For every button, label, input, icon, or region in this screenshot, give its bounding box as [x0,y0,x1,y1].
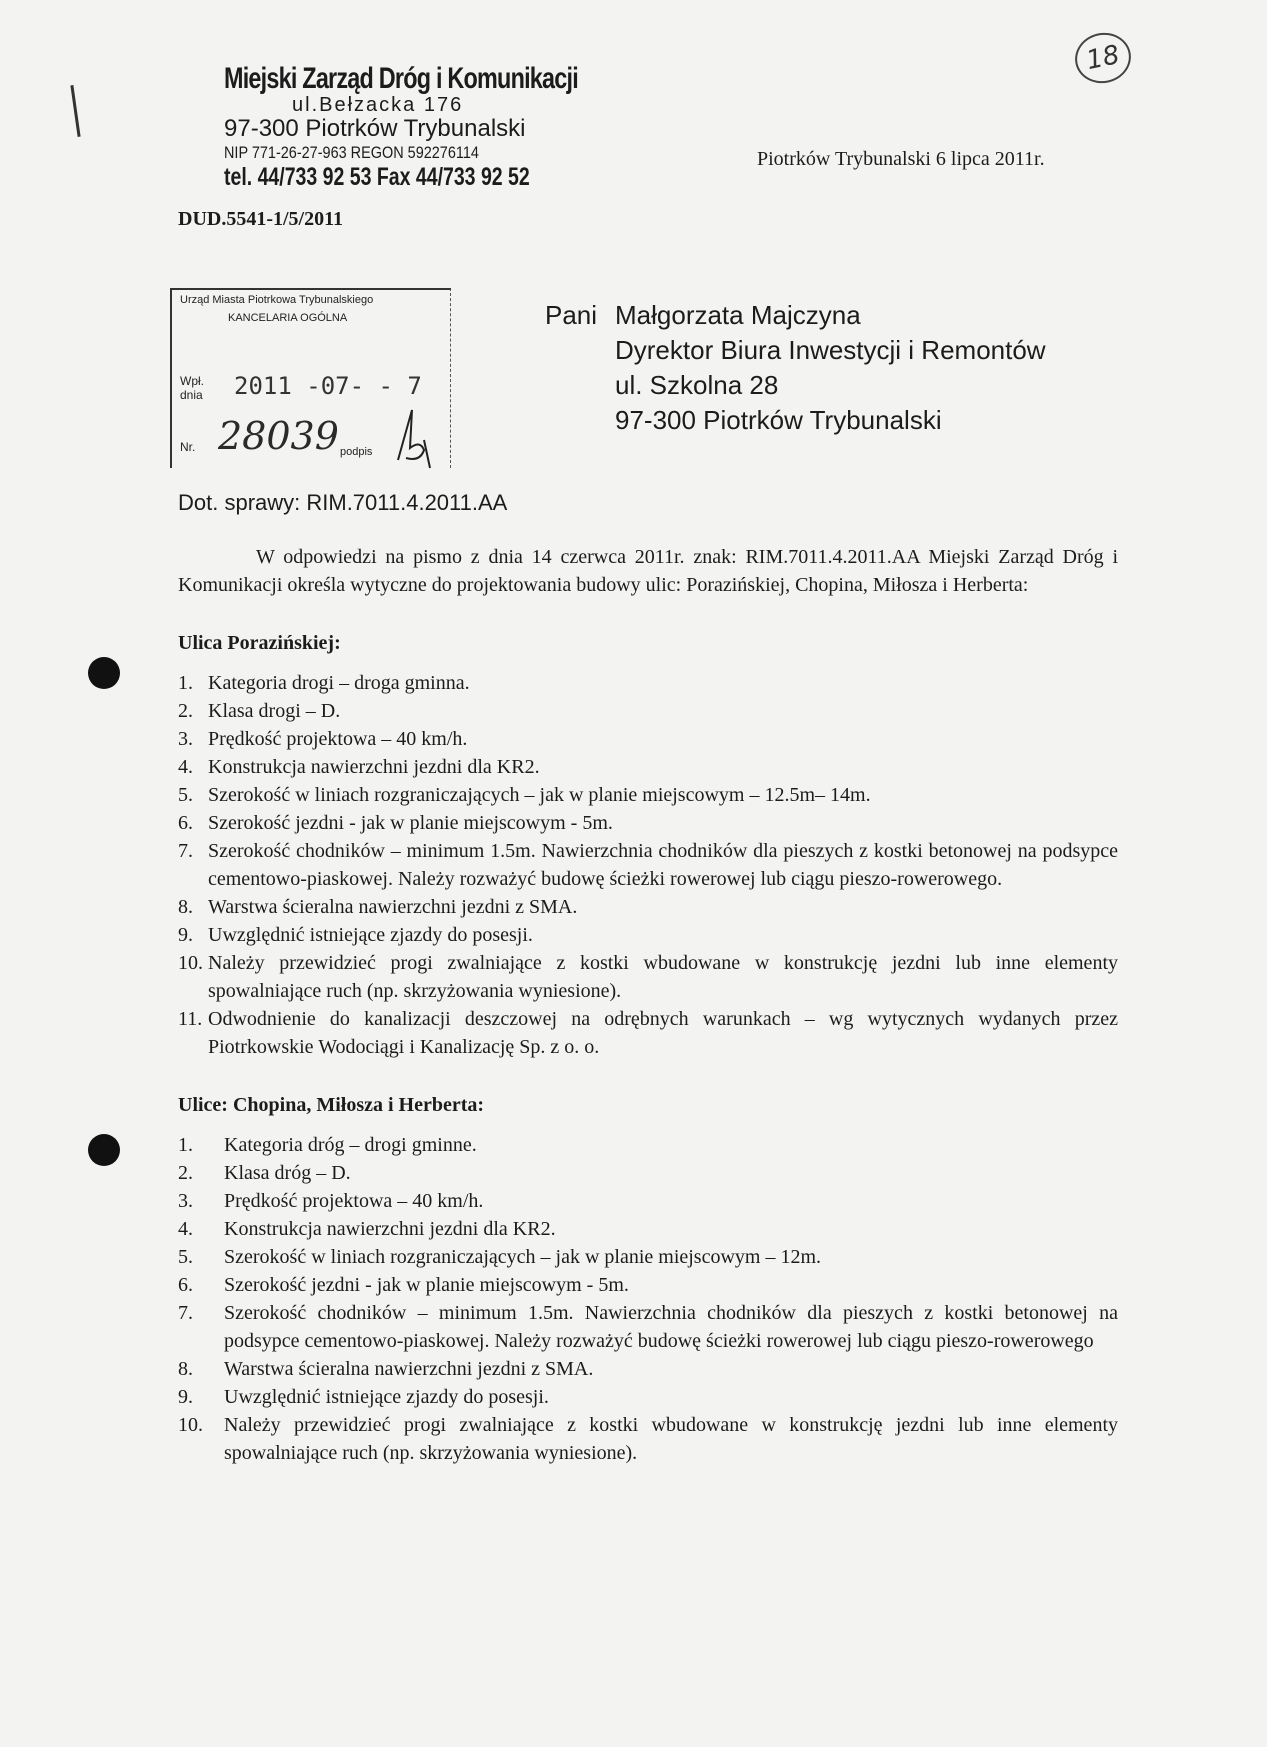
list-item [178,1383,1118,1411]
stamp-wpl-date: 2011 -07- - 7 [234,372,422,400]
scan-mark [70,85,80,137]
item-text: Należy przewidzieć progi zwalniające z kostki wbudowane w konstrukcję jezdni lub inne elementy spowalniające ruch (np. skrzyżowania wyniesione). [208,952,1118,1002]
list-item [178,669,1118,697]
sender-phone: tel. 44/733 92 53 Fax 44/733 92 52 [224,163,530,191]
item-text: Uwzględnić istniejące zjazdy do posesji. [208,924,533,946]
item-text: Klasa dróg – D. [224,1162,351,1184]
page-number: 18 [1070,28,1135,89]
list-item [178,1299,1118,1355]
list-item [178,1131,1118,1159]
stamp-nr-value: 28039 [218,414,339,458]
item-number: 10. [178,1414,203,1436]
list-item [178,837,1118,893]
item-text: Należy przewidzieć progi zwalniające z kostki wbudowane w konstrukcję jezdni lub inne elementy spowalniające ruch (np. skrzyżowania wyniesione). [224,1414,1118,1464]
item-text: Konstrukcja nawierzchni jezdni dla KR2. [208,756,540,778]
item-text: Warstwa ścieralna nawierzchni jezdni z SMA. [224,1358,594,1380]
item-number: 2. [178,1162,193,1184]
date-line: Piotrków Trybunalski 6 lipca 2011r. [757,148,1045,170]
item-number: 6. [178,812,193,834]
list-item [178,1243,1118,1271]
item-number: 8. [178,896,193,918]
case-reference: Dot. sprawy: RIM.7011.4.2011.AA [178,490,508,515]
item-number: 11. [178,1008,203,1030]
addressee-line: Dyrektor Biura Inwestycji i Remontów [615,335,1046,365]
list-item [178,1159,1118,1187]
item-text: Uwzględnić istniejące zjazdy do posesji. [224,1386,549,1408]
item-number: 9. [178,1386,193,1408]
addressee-line: 97-300 Piotrków Trybunalski [615,405,942,435]
sender-city: 97-300 Piotrków Trybunalski [224,115,526,142]
item-number: 3. [178,1190,193,1212]
item-number: 9. [178,924,193,946]
list-item [178,1215,1118,1243]
item-text: Klasa drogi – D. [208,700,341,722]
guideline-list [178,1131,1118,1467]
item-number: 7. [178,840,193,862]
list-item [178,893,1118,921]
item-number: 3. [178,728,193,750]
punch-hole [88,657,120,689]
item-number: 4. [178,1218,193,1240]
list-item [178,809,1118,837]
list-item [178,697,1118,725]
item-number: 4. [178,756,193,778]
letter-body [178,543,1118,1467]
received-stamp [170,288,451,468]
addressee-salutation: Pani [545,300,598,330]
list-item [178,921,1118,949]
item-text: Warstwa ścieralna nawierzchni jezdni z SMA. [208,896,578,918]
item-number: 10. [178,952,203,974]
list-item [178,1187,1118,1215]
list-item [178,725,1118,753]
item-text: Prędkość projektowa – 40 km/h. [208,728,468,750]
item-number: 2. [178,700,193,722]
list-item [178,753,1118,781]
intro-paragraph: W odpowiedzi na pismo z dnia 14 czerwca 2011r. znak: RIM.7011.4.2011.AA Miejski Zarząd Dróg i Komunikacji określa wytyczne do projektowania budowy ulic: Porazińskiej, Chopina, Miłosza i Herberta: [178,546,1118,596]
section-title: Ulice: Chopina, Miłosza i Herberta: [178,1094,485,1116]
list-item [178,1271,1118,1299]
stamp-podpis-label: podpis [340,446,373,458]
list-item [178,1411,1118,1467]
sender-street: ul.Bełzacka 176 [292,94,464,116]
sender-nip-regon: NIP 771-26-27-963 REGON 592276114 [224,143,479,162]
list-item [178,781,1118,809]
punch-hole [88,1134,120,1166]
item-text: Szerokość w liniach rozgraniczających – jak w planie miejscowym – 12.5m– 14m. [208,784,871,806]
item-number: 5. [178,1246,193,1268]
signature-scribble [390,400,434,470]
stamp-wpl-label: Wpł. dnia [180,374,204,402]
sender-stamp [224,62,578,192]
section-title: Ulica Porazińskiej: [178,632,341,654]
reference-number: DUD.5541-1/5/2011 [178,208,343,230]
addressee-line: Małgorzata Majczyna [615,300,861,330]
stamp-office: Urząd Miasta Piotrkowa Trybunalskiego [180,294,374,306]
item-number: 6. [178,1274,193,1296]
item-text: Kategoria dróg – drogi gminne. [224,1134,477,1156]
guideline-list [178,669,1118,1061]
item-number: 1. [178,1134,193,1156]
stamp-nr-label: Nr. [180,440,196,454]
item-number: 1. [178,672,193,694]
item-text: Szerokość jezdni - jak w planie miejscowym - 5m. [224,1274,629,1296]
stamp-department: KANCELARIA OGÓLNA [228,312,348,324]
item-text: Szerokość chodników – minimum 1.5m. Nawierzchnia chodników dla pieszych z kostki betonowej na podsypce cementowo-piaskowej. Należy rozważyć budowę ścieżki rowerowej lub ciągu pieszo-rowerowego. [208,840,1118,890]
item-text: Prędkość projektowa – 40 km/h. [224,1190,484,1212]
addressee-line: ul. Szkolna 28 [615,370,779,400]
item-text: Odwodnienie do kanalizacji deszczowej na odrębnych warunkach – wg wytycznych wydanych przez Piotrkowskie Wodociągi i Kanalizację Sp. z o. o. [208,1008,1118,1058]
item-number: 7. [178,1302,193,1324]
item-text: Kategoria drogi – droga gminna. [208,672,470,694]
list-item [178,949,1118,1005]
item-text: Szerokość w liniach rozgraniczających – jak w planie miejscowym – 12m. [224,1246,822,1268]
list-item [178,1005,1118,1061]
item-text: Szerokość jezdni - jak w planie miejscowym - 5m. [208,812,613,834]
item-number: 5. [178,784,193,806]
item-text: Konstrukcja nawierzchni jezdni dla KR2. [224,1218,556,1240]
item-number: 8. [178,1358,193,1380]
sender-name: Miejski Zarząd Dróg i Komunikacji [224,62,578,95]
item-text: Szerokość chodników – minimum 1.5m. Nawierzchnia chodników dla pieszych z kostki betonowej na podsypce cementowo-piaskowej. Należy rozważyć budowę ścieżki rowerowej lub ciągu pieszo-rowerowego [224,1302,1118,1352]
list-item [178,1355,1118,1383]
